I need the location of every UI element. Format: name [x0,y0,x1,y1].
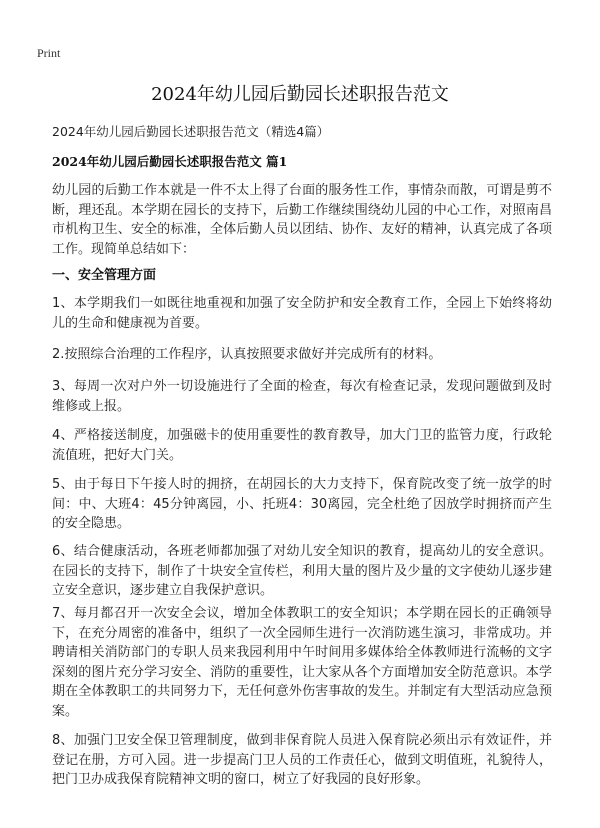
list-item: 1、本学期我们一如既往地重视和加强了安全防护和安全教育工作，全园上下始终将幼儿的生命和健康视为首要。 [52,296,552,331]
list-item: 3、每周一次对户外一切设施进行了全面的检查，每次有检查记录，发现问题做到及时维修或上报。 [52,379,552,414]
document-title: 2024年幼儿园后勤园长述职报告范文 [151,84,449,105]
part-heading: 一、安全管理方面 [52,268,157,283]
intro-paragraph: 幼儿园的后勤工作本就是一件不太上得了台面的服务性工作，事情杂而散，可谓是剪不断，理还乱。本学期在园长的支持下，后勤工作继续围绕幼儿园的中心工作，对照南昌市机构卫生、安全的标准，全体后勤人员以团结、协作、友好的精神，认真完成了各项工作。现简单总结如下： [52,183,552,257]
list-item: 7、每月都召开一次安全会议，增加全体教职工的安全知识；本学期在园长的正确领导下，在充分周密的准备中，组织了一次全园师生进行一次消防逃生演习，非常成功。并聘请相关消防部门的专职人员来我园利用中午时间用多媒体给全体教师进行流畅的文字深刻的图片充分学习安全、消防的重要性，让大家从各个方面增加安全防范意识。本学期在全体教职工的共同努力下，无任何意外伤害事故的发生。并制定有大型活动应急预案。 [52,606,552,719]
document-subtitle: 2024年幼儿园后勤园长述职报告范文（精选4篇） [52,124,330,139]
list-item: 2.按照综合治理的工作程序，认真按照要求做好并完成所有的材料。 [52,347,442,362]
list-item: 4、严格接送制度，加强磁卡的使用重要性的教育教导，加大门卫的监管力度，行政轮流值班，把好大门关。 [52,428,552,463]
list-item: 8、加强门卫安全保卫管理制度，做到非保育院人员进入保育院必须出示有效证件，并登记在册，方可入园。进一步提高门卫人员的工作责任心，做到文明值班，礼貌待人，把门卫办成我保育院精神文明的窗口，树立了好我园的良好形象。 [52,733,552,787]
print-label: Print [37,46,61,60]
list-item: 5、由于每日下午接人时的拥挤，在胡园长的大力支持下，保育院改变了统一放学的时间：中、大班4：45分钟离园，小、托班4：30离园，完全杜绝了因放学时拥挤而产生的安全隐患。 [52,477,552,531]
section-title: 2024年幼儿园后勤园长述职报告范文 篇1 [52,154,288,169]
list-item: 6、结合健康活动，各班老师都加强了对幼儿安全知识的教育，提高幼儿的安全意识。在园长的支持下，制作了十块安全宣传栏，利用大量的图片及少量的文字使幼儿逐步建立安全意识，逐步建立自我保护意识。 [52,544,552,598]
